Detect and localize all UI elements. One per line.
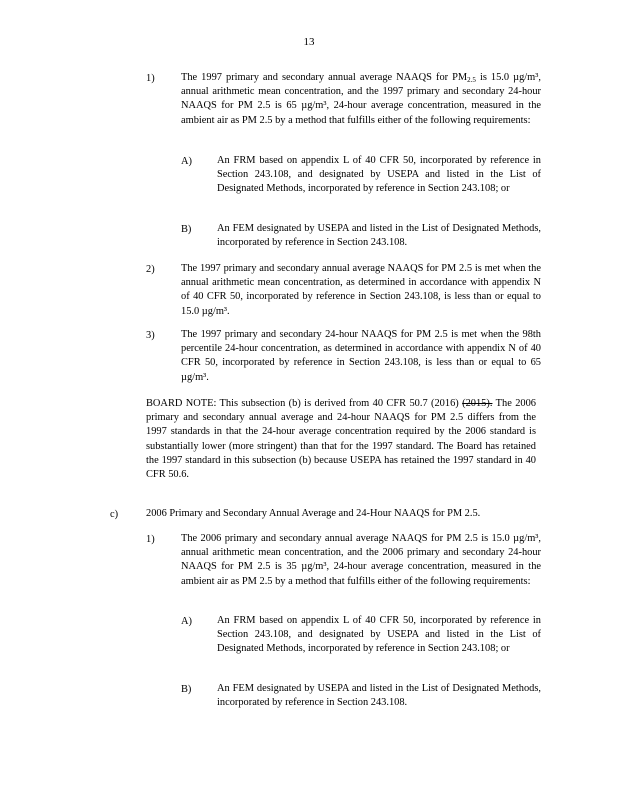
struck-text: (2015). [462,398,493,409]
subitem-number: B) [181,684,192,695]
subitem-text: An FRM based on appendix L of 40 CFR 50, incorporated by reference in Section 243.108, and designated by USEPA and listed in the List of Designated Methods, incorporated by reference in Section 243.108; or [217,155,541,195]
subitem-number: A) [181,156,192,167]
paragraph: The 2006 primary and secondary annual average NAAQS for PM 2.5 is 15.0 µg/m³, annual arithmetic mean concentration, and the 2006 primary and secondary 24-hour NAAQS for PM 2.5 is 35 µg/m³, 24-hour average concentration, measured in the ambient air as PM 2.5 by a method that fulfills either of the following requirements: [181,533,541,587]
subitem-text: An FEM designated by USEPA and listed in the List of Designated Methods, incorporated by reference in Section 243.108. [217,683,541,709]
section-heading: 2006 Primary and Secondary Annual Average and 24-Hour NAAQS for PM 2.5. [146,508,481,519]
paragraph: The 1997 primary and secondary annual average NAAQS for PM 2.5 is met when the annual arithmetic mean concentration, as determined in accordance with appendix N of 40 CFR 50, incorporated by reference in Section 243.108, is less than or equal to 15.0 µg/m³. [181,263,541,317]
section-number: c) [110,509,119,520]
board-note [146,397,536,482]
page-number: 13 [303,36,315,48]
subitem-number: A) [181,616,192,627]
paragraph [181,71,541,128]
paragraph-text-end: is 15.0 µg/m³, annual arithmetic mean concentration, and the 1997 primary and secondary 24-hour NAAQS for PM 2.5 is 65 µg/m³, 24-hour average concentration, measured in the ambient air as PM 2.5 by a method that fulfills either of the following requirements: [181,72,541,126]
paragraph-text-start: The 1997 primary and secondary annual average NAAQS for PM [181,72,468,83]
item-number: 2) [146,264,155,275]
paragraph: The 1997 primary and secondary 24-hour NAAQS for PM 2.5 is met when the 98th percentile 24-hour concentration, as determined in accordance with appendix N of 40 CFR 50, incorporated by reference in Section 243.108, is less than or equal to 65 µg/m³. [181,329,541,383]
subscript: 2.5 [467,76,476,84]
board-note-body: The 2006 primary and secondary annual average and 24-hour NAAQS for PM 2.5 differs from the 1997 standards in that the 24-hour average concentration required by the 2006 standard is substantially lower (more stringent) than that for the 1997 standard. The Board has retained the 1997 standard in this subsection (b) because USEPA has retained the 1997 standard in 40 CFR 50.6. [146,398,536,481]
item-number: 3) [146,330,155,341]
subitem-number: B) [181,224,192,235]
subitem-text: An FEM designated by USEPA and listed in the List of Designated Methods, incorporated by reference in Section 243.108. [217,223,541,249]
item-number: 1) [146,73,155,84]
subitem-text: An FRM based on appendix L of 40 CFR 50, incorporated by reference in Section 243.108, and designated by USEPA and listed in the List of Designated Methods, incorporated by reference in Section 243.108; or [217,615,541,655]
board-note-lead: BOARD NOTE: This subsection (b) is derived from 40 CFR 50.7 (2016) [146,398,459,409]
item-number: 1) [146,534,155,545]
